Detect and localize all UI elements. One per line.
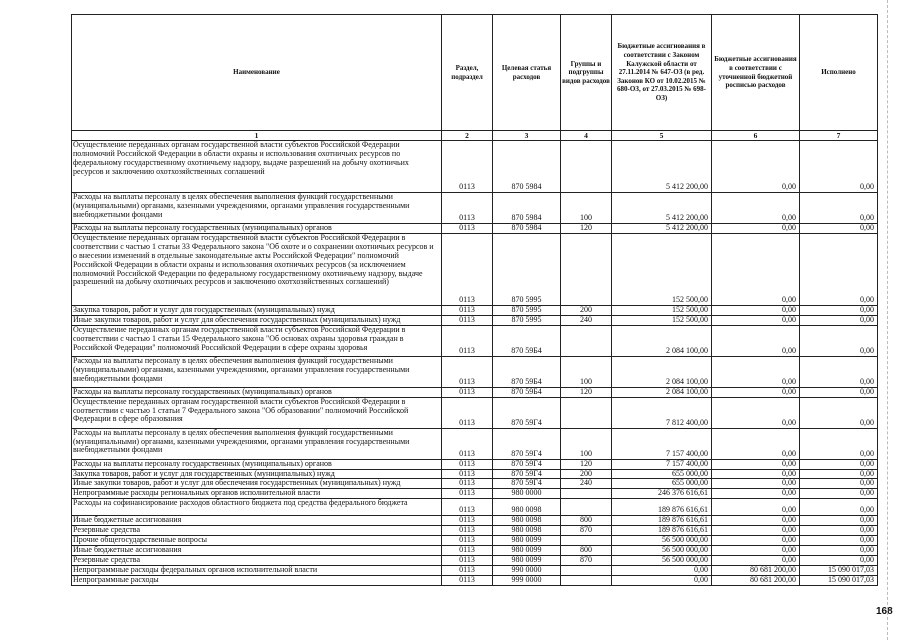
row-article: 870 59Б4 xyxy=(493,356,561,387)
row-name: Иные бюджетные ассигнования xyxy=(72,516,442,526)
row-executed-amount: 0,00 xyxy=(800,141,878,193)
table-row xyxy=(72,516,878,526)
table-row xyxy=(72,397,878,428)
row-group xyxy=(561,489,612,499)
row-law-amount: 2 084 100,00 xyxy=(612,387,712,397)
row-law-amount: 655 000,00 xyxy=(612,479,712,489)
header-article: Целевая статья расходов xyxy=(493,15,561,131)
row-name: Расходы на выплаты персоналу государственных (муниципальных) органов xyxy=(72,387,442,397)
row-section: 0113 xyxy=(442,387,493,397)
row-section: 0113 xyxy=(442,536,493,546)
row-article: 870 59Г4 xyxy=(493,479,561,489)
row-name: Осуществление переданных органам государственной власти субъектов Российской Федерации в соответствии с частью 1 статьи 15 Федерального закона "Об основах охраны здоровья граждан в Российской Федерации" полномочий Российской Федерации в сфере охраны здоровья xyxy=(72,325,442,356)
row-name: Иные бюджетные ассигнования xyxy=(72,545,442,555)
row-group xyxy=(561,536,612,546)
row-law-amount: 0,00 xyxy=(612,575,712,585)
row-name: Резервные средства xyxy=(72,555,442,565)
column-number: 1 xyxy=(72,131,442,141)
table-row xyxy=(72,499,878,516)
row-name: Осуществление переданных органам государственной власти субъектов Российской Федерации в соответствии с частью 1 статьи 7 Федерального закона "Об образовании" полномочий Российской Федерации в сфере образования xyxy=(72,397,442,428)
row-law-amount: 0,00 xyxy=(612,565,712,575)
column-number-row xyxy=(72,131,878,141)
row-executed-amount: 0,00 xyxy=(800,545,878,555)
row-executed-amount: 0,00 xyxy=(800,526,878,536)
row-law-amount: 189 876 616,61 xyxy=(612,499,712,516)
row-refined-amount: 0,00 xyxy=(712,516,800,526)
row-name: Расходы на выплаты персоналу в целях обеспечения выполнения функций государственными (муниципальными) органами, казенными учреждениями, органами управления государственными внебюджетными фондами xyxy=(72,193,442,224)
row-law-amount: 56 500 000,00 xyxy=(612,545,712,555)
row-name: Непрограммные расходы xyxy=(72,575,442,585)
table-header xyxy=(72,15,878,141)
row-refined-amount: 0,00 xyxy=(712,459,800,469)
table-row xyxy=(72,545,878,555)
row-refined-amount: 0,00 xyxy=(712,387,800,397)
row-refined-amount: 0,00 xyxy=(712,526,800,536)
column-number: 4 xyxy=(561,131,612,141)
row-refined-amount: 80 681 200,00 xyxy=(712,575,800,585)
table-body xyxy=(72,141,878,586)
table-row xyxy=(72,193,878,224)
row-article: 999 0000 xyxy=(493,575,561,585)
page-number: 168 xyxy=(876,606,893,617)
table-row xyxy=(72,536,878,546)
row-refined-amount: 0,00 xyxy=(712,141,800,193)
row-refined-amount: 0,00 xyxy=(712,315,800,325)
row-group xyxy=(561,565,612,575)
budget-sheet xyxy=(71,14,877,586)
row-name: Осуществление переданных органам государственной власти субъектов Российской Федерации в соответствии с частью 1 статьи 33 Федерального закона "Об охоте и о сохранении охотничьих ресурсов и о внесении изменений в отдельные законодательные акты Российской Федерации" полномочий Российской Федерации в области охраны и использования охотничьих ресурсов (за исключением полномочий Российской Федерации по федеральному государственному охотничьему надзору, выдаче разрешений на добычу охотничьих ресурсов и заключению охотхозяйственных соглашений) xyxy=(72,233,442,305)
row-section: 0113 xyxy=(442,397,493,428)
row-group: 200 xyxy=(561,305,612,315)
header-law-allocations: Бюджетные ассигнования в соответствии с Законом Калужской области от 27.11.2014 № 647-ОЗ (в ред. Законов КО от 10.02.2015 № 680-ОЗ, от 27.03.2015 № 698-ОЗ) xyxy=(612,15,712,131)
row-name: Резервные средства xyxy=(72,526,442,536)
row-executed-amount: 0,00 xyxy=(800,315,878,325)
row-law-amount: 2 084 100,00 xyxy=(612,356,712,387)
row-group xyxy=(561,575,612,585)
row-name: Расходы на выплаты персоналу в целях обеспечения выполнения функций государственными (муниципальными) органами, казенными учреждениями, органами управления государственными внебюджетными фондами xyxy=(72,428,442,459)
row-executed-amount: 0,00 xyxy=(800,325,878,356)
row-executed-amount: 0,00 xyxy=(800,516,878,526)
row-section: 0113 xyxy=(442,489,493,499)
row-executed-amount: 0,00 xyxy=(800,489,878,499)
row-refined-amount: 0,00 xyxy=(712,356,800,387)
row-group: 870 xyxy=(561,555,612,565)
row-section: 0113 xyxy=(442,233,493,305)
row-group: 870 xyxy=(561,526,612,536)
column-number: 5 xyxy=(612,131,712,141)
row-name: Осуществление переданных органам государственной власти субъектов Российской Федерации полномочий Российской Федерации в области охраны и использования охотничьих ресурсов по федеральному государственному охотничьему надзору, выдаче разрешений на добычу охотничьих ресурсов и заключению охотхозяйственных соглашений xyxy=(72,141,442,193)
row-law-amount: 152 500,00 xyxy=(612,233,712,305)
row-name: Закупка товаров, работ и услуг для государственных (муниципальных) нужд xyxy=(72,305,442,315)
row-article: 870 59Г4 xyxy=(493,397,561,428)
row-section: 0113 xyxy=(442,224,493,234)
row-name: Расходы на выплаты персоналу государственных (муниципальных) органов xyxy=(72,224,442,234)
row-article: 980 0099 xyxy=(493,555,561,565)
row-refined-amount: 80 681 200,00 xyxy=(712,565,800,575)
row-law-amount: 7 812 400,00 xyxy=(612,397,712,428)
row-article: 870 5984 xyxy=(493,193,561,224)
row-name: Непрограммные расходы региональных органов исполнительной власти xyxy=(72,489,442,499)
row-article: 980 0098 xyxy=(493,516,561,526)
row-section: 0113 xyxy=(442,428,493,459)
row-article: 990 0000 xyxy=(493,565,561,575)
row-law-amount: 5 412 200,00 xyxy=(612,224,712,234)
header-refined-allocations: Бюджетные ассигнования в соответствии с уточненной бюджетной росписью расходов xyxy=(712,15,800,131)
row-name: Прочие общегосударственные вопросы xyxy=(72,536,442,546)
table-row xyxy=(72,356,878,387)
row-name: Иные закупки товаров, работ и услуг для обеспечения государственных (муниципальных) нужд xyxy=(72,315,442,325)
row-group xyxy=(561,325,612,356)
row-executed-amount: 15 090 017,03 xyxy=(800,565,878,575)
row-section: 0113 xyxy=(442,325,493,356)
row-article: 980 0098 xyxy=(493,499,561,516)
table-row xyxy=(72,315,878,325)
row-refined-amount: 0,00 xyxy=(712,224,800,234)
row-group: 240 xyxy=(561,479,612,489)
row-section: 0113 xyxy=(442,141,493,193)
row-refined-amount: 0,00 xyxy=(712,428,800,459)
row-section: 0113 xyxy=(442,565,493,575)
row-section: 0113 xyxy=(442,516,493,526)
row-article: 870 5995 xyxy=(493,305,561,315)
row-article: 980 0099 xyxy=(493,545,561,555)
row-executed-amount: 0,00 xyxy=(800,459,878,469)
table-row xyxy=(72,555,878,565)
row-executed-amount: 0,00 xyxy=(800,356,878,387)
row-law-amount: 246 376 616,61 xyxy=(612,489,712,499)
row-refined-amount: 0,00 xyxy=(712,479,800,489)
row-executed-amount: 0,00 xyxy=(800,469,878,479)
row-refined-amount: 0,00 xyxy=(712,545,800,555)
row-law-amount: 189 876 616,61 xyxy=(612,526,712,536)
row-law-amount: 56 500 000,00 xyxy=(612,536,712,546)
row-refined-amount: 0,00 xyxy=(712,536,800,546)
row-executed-amount: 0,00 xyxy=(800,397,878,428)
header-section: Раздел, подраздел xyxy=(442,15,493,131)
row-group: 120 xyxy=(561,224,612,234)
row-law-amount: 152 500,00 xyxy=(612,315,712,325)
table-row xyxy=(72,469,878,479)
row-law-amount: 152 500,00 xyxy=(612,305,712,315)
row-name: Иные закупки товаров, работ и услуг для обеспечения государственных (муниципальных) нужд xyxy=(72,479,442,489)
row-refined-amount: 0,00 xyxy=(712,233,800,305)
row-refined-amount: 0,00 xyxy=(712,305,800,315)
row-article: 870 5995 xyxy=(493,315,561,325)
row-name: Закупка товаров, работ и услуг для государственных (муниципальных) нужд xyxy=(72,469,442,479)
row-name: Расходы на софинансирование расходов областного бюджета под средства федерального бюджета xyxy=(72,499,442,516)
row-refined-amount: 0,00 xyxy=(712,555,800,565)
row-group: 120 xyxy=(561,387,612,397)
row-law-amount: 189 876 616,61 xyxy=(612,516,712,526)
row-law-amount: 56 500 000,00 xyxy=(612,555,712,565)
table-row xyxy=(72,224,878,234)
column-number: 6 xyxy=(712,131,800,141)
table-row xyxy=(72,565,878,575)
row-group: 800 xyxy=(561,516,612,526)
row-executed-amount: 0,00 xyxy=(800,224,878,234)
row-section: 0113 xyxy=(442,356,493,387)
header-row xyxy=(72,15,878,131)
row-section: 0113 xyxy=(442,479,493,489)
page-edge-line xyxy=(887,0,888,640)
column-number: 7 xyxy=(800,131,878,141)
table-row xyxy=(72,387,878,397)
row-article: 980 0098 xyxy=(493,526,561,536)
row-article: 870 5995 xyxy=(493,233,561,305)
row-executed-amount: 0,00 xyxy=(800,499,878,516)
table-row xyxy=(72,325,878,356)
row-article: 870 59Б4 xyxy=(493,387,561,397)
header-name: Наименование xyxy=(72,15,442,131)
row-executed-amount: 0,00 xyxy=(800,428,878,459)
budget-table xyxy=(71,14,878,586)
row-refined-amount: 0,00 xyxy=(712,499,800,516)
row-executed-amount: 0,00 xyxy=(800,387,878,397)
table-row xyxy=(72,141,878,193)
row-group: 200 xyxy=(561,469,612,479)
row-group xyxy=(561,397,612,428)
row-article: 870 5984 xyxy=(493,224,561,234)
table-row xyxy=(72,305,878,315)
header-group: Группы и подгруппы видов расходов xyxy=(561,15,612,131)
row-executed-amount: 0,00 xyxy=(800,536,878,546)
row-section: 0113 xyxy=(442,315,493,325)
table-row xyxy=(72,459,878,469)
row-executed-amount: 0,00 xyxy=(800,555,878,565)
row-group: 800 xyxy=(561,545,612,555)
row-law-amount: 2 084 100,00 xyxy=(612,325,712,356)
column-number: 3 xyxy=(493,131,561,141)
table-row xyxy=(72,479,878,489)
row-executed-amount: 0,00 xyxy=(800,193,878,224)
row-name: Расходы на выплаты персоналу государственных (муниципальных) органов xyxy=(72,459,442,469)
row-law-amount: 5 412 200,00 xyxy=(612,141,712,193)
row-refined-amount: 0,00 xyxy=(712,469,800,479)
row-name: Непрограммные расходы федеральных органов исполнительной власти xyxy=(72,565,442,575)
row-article: 870 59Г4 xyxy=(493,459,561,469)
row-executed-amount: 0,00 xyxy=(800,479,878,489)
row-section: 0113 xyxy=(442,526,493,536)
row-group: 120 xyxy=(561,459,612,469)
row-article: 870 59Б4 xyxy=(493,325,561,356)
row-section: 0113 xyxy=(442,545,493,555)
row-name: Расходы на выплаты персоналу в целях обеспечения выполнения функций государственными (муниципальными) органами, казенными учреждениями, органами управления государственными внебюджетными фондами xyxy=(72,356,442,387)
row-article: 980 0099 xyxy=(493,536,561,546)
row-group: 240 xyxy=(561,315,612,325)
row-section: 0113 xyxy=(442,469,493,479)
row-refined-amount: 0,00 xyxy=(712,397,800,428)
row-section: 0113 xyxy=(442,499,493,516)
row-executed-amount: 15 090 017,03 xyxy=(800,575,878,585)
row-group xyxy=(561,233,612,305)
row-executed-amount: 0,00 xyxy=(800,233,878,305)
row-section: 0113 xyxy=(442,305,493,315)
row-section: 0113 xyxy=(442,459,493,469)
row-section: 0113 xyxy=(442,193,493,224)
row-article: 870 59Г4 xyxy=(493,469,561,479)
row-article: 870 5984 xyxy=(493,141,561,193)
row-article: 870 59Г4 xyxy=(493,428,561,459)
header-executed: Исполнено xyxy=(800,15,878,131)
row-refined-amount: 0,00 xyxy=(712,325,800,356)
row-group xyxy=(561,499,612,516)
row-group: 100 xyxy=(561,356,612,387)
row-refined-amount: 0,00 xyxy=(712,193,800,224)
table-row xyxy=(72,489,878,499)
row-group xyxy=(561,141,612,193)
row-law-amount: 7 157 400,00 xyxy=(612,428,712,459)
row-group: 100 xyxy=(561,428,612,459)
table-row xyxy=(72,526,878,536)
row-section: 0113 xyxy=(442,555,493,565)
table-row xyxy=(72,233,878,305)
row-law-amount: 7 157 400,00 xyxy=(612,459,712,469)
row-executed-amount: 0,00 xyxy=(800,305,878,315)
row-article: 980 0000 xyxy=(493,489,561,499)
row-law-amount: 655 000,00 xyxy=(612,469,712,479)
row-refined-amount: 0,00 xyxy=(712,489,800,499)
row-group: 100 xyxy=(561,193,612,224)
table-row xyxy=(72,428,878,459)
column-number: 2 xyxy=(442,131,493,141)
row-law-amount: 5 412 200,00 xyxy=(612,193,712,224)
table-row xyxy=(72,575,878,585)
row-section: 0113 xyxy=(442,575,493,585)
